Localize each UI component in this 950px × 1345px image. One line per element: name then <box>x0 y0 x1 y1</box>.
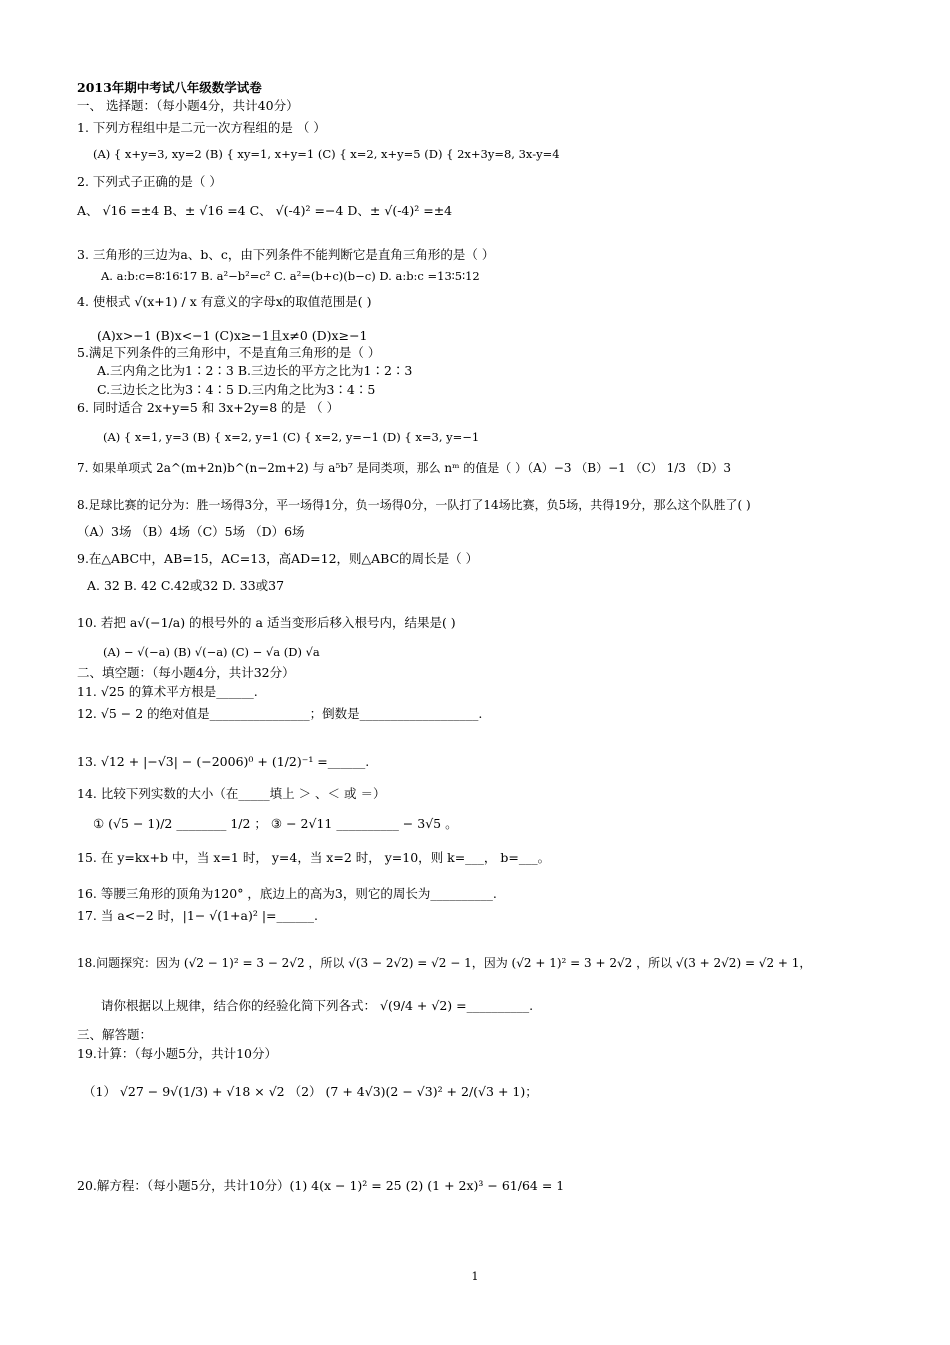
question-10-options: (A) − √(−a) (B) √(−a) (C) − √a (D) √a <box>103 645 320 659</box>
question-18-ask: 请你根据以上规律，结合你的经验化简下列各式： √(9/4 + √2) =__________. <box>101 998 534 1013</box>
question-7: 7. 如果单项式 2a^(m+2n)b^(n−2m+2) 与 a⁵b⁷ 是同类项，那么 nᵐ 的值是（ ）（A）−3 （B）−1 （C） 1/3 （D）3 <box>77 461 731 475</box>
question-14: 14. 比较下列实数的大小（在_____填上 ＞ 、＜ 或 ＝） <box>77 786 386 801</box>
question-9-options: A. 32 B. 42 C.42或32 D. 33或37 <box>87 578 285 593</box>
section-1-heading: 一、 选择题：（每小题4分，共计40分） <box>77 98 299 113</box>
question-6: 6. 同时适合 2x+y=5 和 3x+2y=8 的是 （ ） <box>77 400 340 415</box>
question-15: 15. 在 y=kx+b 中，当 x=1 时， y=4，当 x=2 时， y=10，则 k=___， b=___。 <box>77 850 551 865</box>
question-12: 12. √5 − 2 的绝对值是________________；倒数是___________________. <box>77 706 483 721</box>
question-14-items: ① (√5 − 1)/2 ________ 1/2 ； ③ − 2√11 __________ − 3√5 。 <box>93 816 458 831</box>
question-2-options: A、 √16 =±4 B、± √16 =4 C、 √(-4)² =−4 D、± √(-4)² =±4 <box>77 203 453 218</box>
question-18: 18.问题探究：因为 (√2 − 1)² = 3 − 2√2 ，所以 √(3 − 2√2) = √2 − 1，因为 (√2 + 1)² = 3 + 2√2 ，所以 √(3 + 2√2) = √2 + 1， <box>77 956 812 970</box>
question-19-items: （1） √27 − 9√(1/3) + √18 × √2 （2） (7 + 4√3)(2 − √3)² + 2/(√3 + 1)； <box>83 1084 538 1099</box>
question-5-options-row-1: A.三内角之比为1∶2∶3 B.三边长的平方之比为1∶2∶3 <box>97 363 413 378</box>
page-number: 1 <box>471 1270 479 1283</box>
question-1: 1. 下列方程组中是二元一次方程组的是 （ ） <box>77 120 326 135</box>
question-4-options: (A)x>−1 (B)x<−1 (C)x≥−1且x≠0 (D)x≥−1 <box>97 328 368 343</box>
question-3-options: A. a:b:c=8∶16∶17 B. a²−b²=c² C. a²=(b+c)(b−c) D. a:b:c =13∶5∶12 <box>101 269 480 283</box>
question-6-options: (A) { x=1, y=3 (B) { x=2, y=1 (C) { x=2, y=−1 (D) { x=3, y=−1 <box>103 430 480 444</box>
question-5: 5.满足下列条件的三角形中，不是直角三角形的是（ ） <box>77 345 381 360</box>
question-16: 16. 等腰三角形的顶角为120° ，底边上的高为3，则它的周长为__________. <box>77 886 497 901</box>
question-13: 13. √12 + |−√3| − (−2006)⁰ + (1/2)⁻¹ =______. <box>77 754 370 769</box>
question-1-options: (A) { x+y=3, xy=2 (B) { xy=1, x+y=1 (C) { x=2, x+y=5 (D) { 2x+3y=8, 3x-y=4 <box>93 147 560 161</box>
page-title: 2013年期中考试八年级数学试卷 <box>77 80 262 95</box>
question-8: 8.足球比赛的记分为：胜一场得3分，平一场得1分，负一场得0分，一队打了14场比赛，负5场，共得19分，那么这个队胜了( ) <box>77 498 751 512</box>
question-11: 11. √25 的算术平方根是______. <box>77 684 258 699</box>
question-2: 2. 下列式子正确的是（ ） <box>77 174 222 189</box>
question-17: 17. 当 a<−2 时，|1− √(1+a)² |=______. <box>77 908 319 923</box>
section-2-heading: 二、填空题：（每小题4分，共计32分） <box>77 665 295 680</box>
question-3: 3. 三角形的三边为a、b、c，由下列条件不能判断它是直角三角形的是（ ） <box>77 247 495 262</box>
question-9: 9.在△ABC中，AB=15，AC=13，高AD=12，则△ABC的周长是（ ） <box>77 551 479 566</box>
question-10: 10. 若把 a√(−1/a) 的根号外的 a 适当变形后移入根号内，结果是( ) <box>77 615 456 630</box>
section-3-heading: 三、解答题： <box>77 1027 153 1042</box>
question-4: 4. 使根式 √(x+1) / x 有意义的字母x的取值范围是( ) <box>77 294 372 309</box>
question-20: 20.解方程：（每小题5分，共计10分）(1) 4(x − 1)² = 25 (2) (1 + 2x)³ − 61/64 = 1 <box>77 1178 565 1193</box>
question-19: 19.计算：（每小题5分，共计10分） <box>77 1046 277 1061</box>
question-8-options: （A）3场 （B）4场（C）5场 （D）6场 <box>77 524 305 539</box>
question-5-options-row-2: C.三边长之比为3∶4∶5 D.三内角之比为3∶4∶5 <box>97 382 376 397</box>
